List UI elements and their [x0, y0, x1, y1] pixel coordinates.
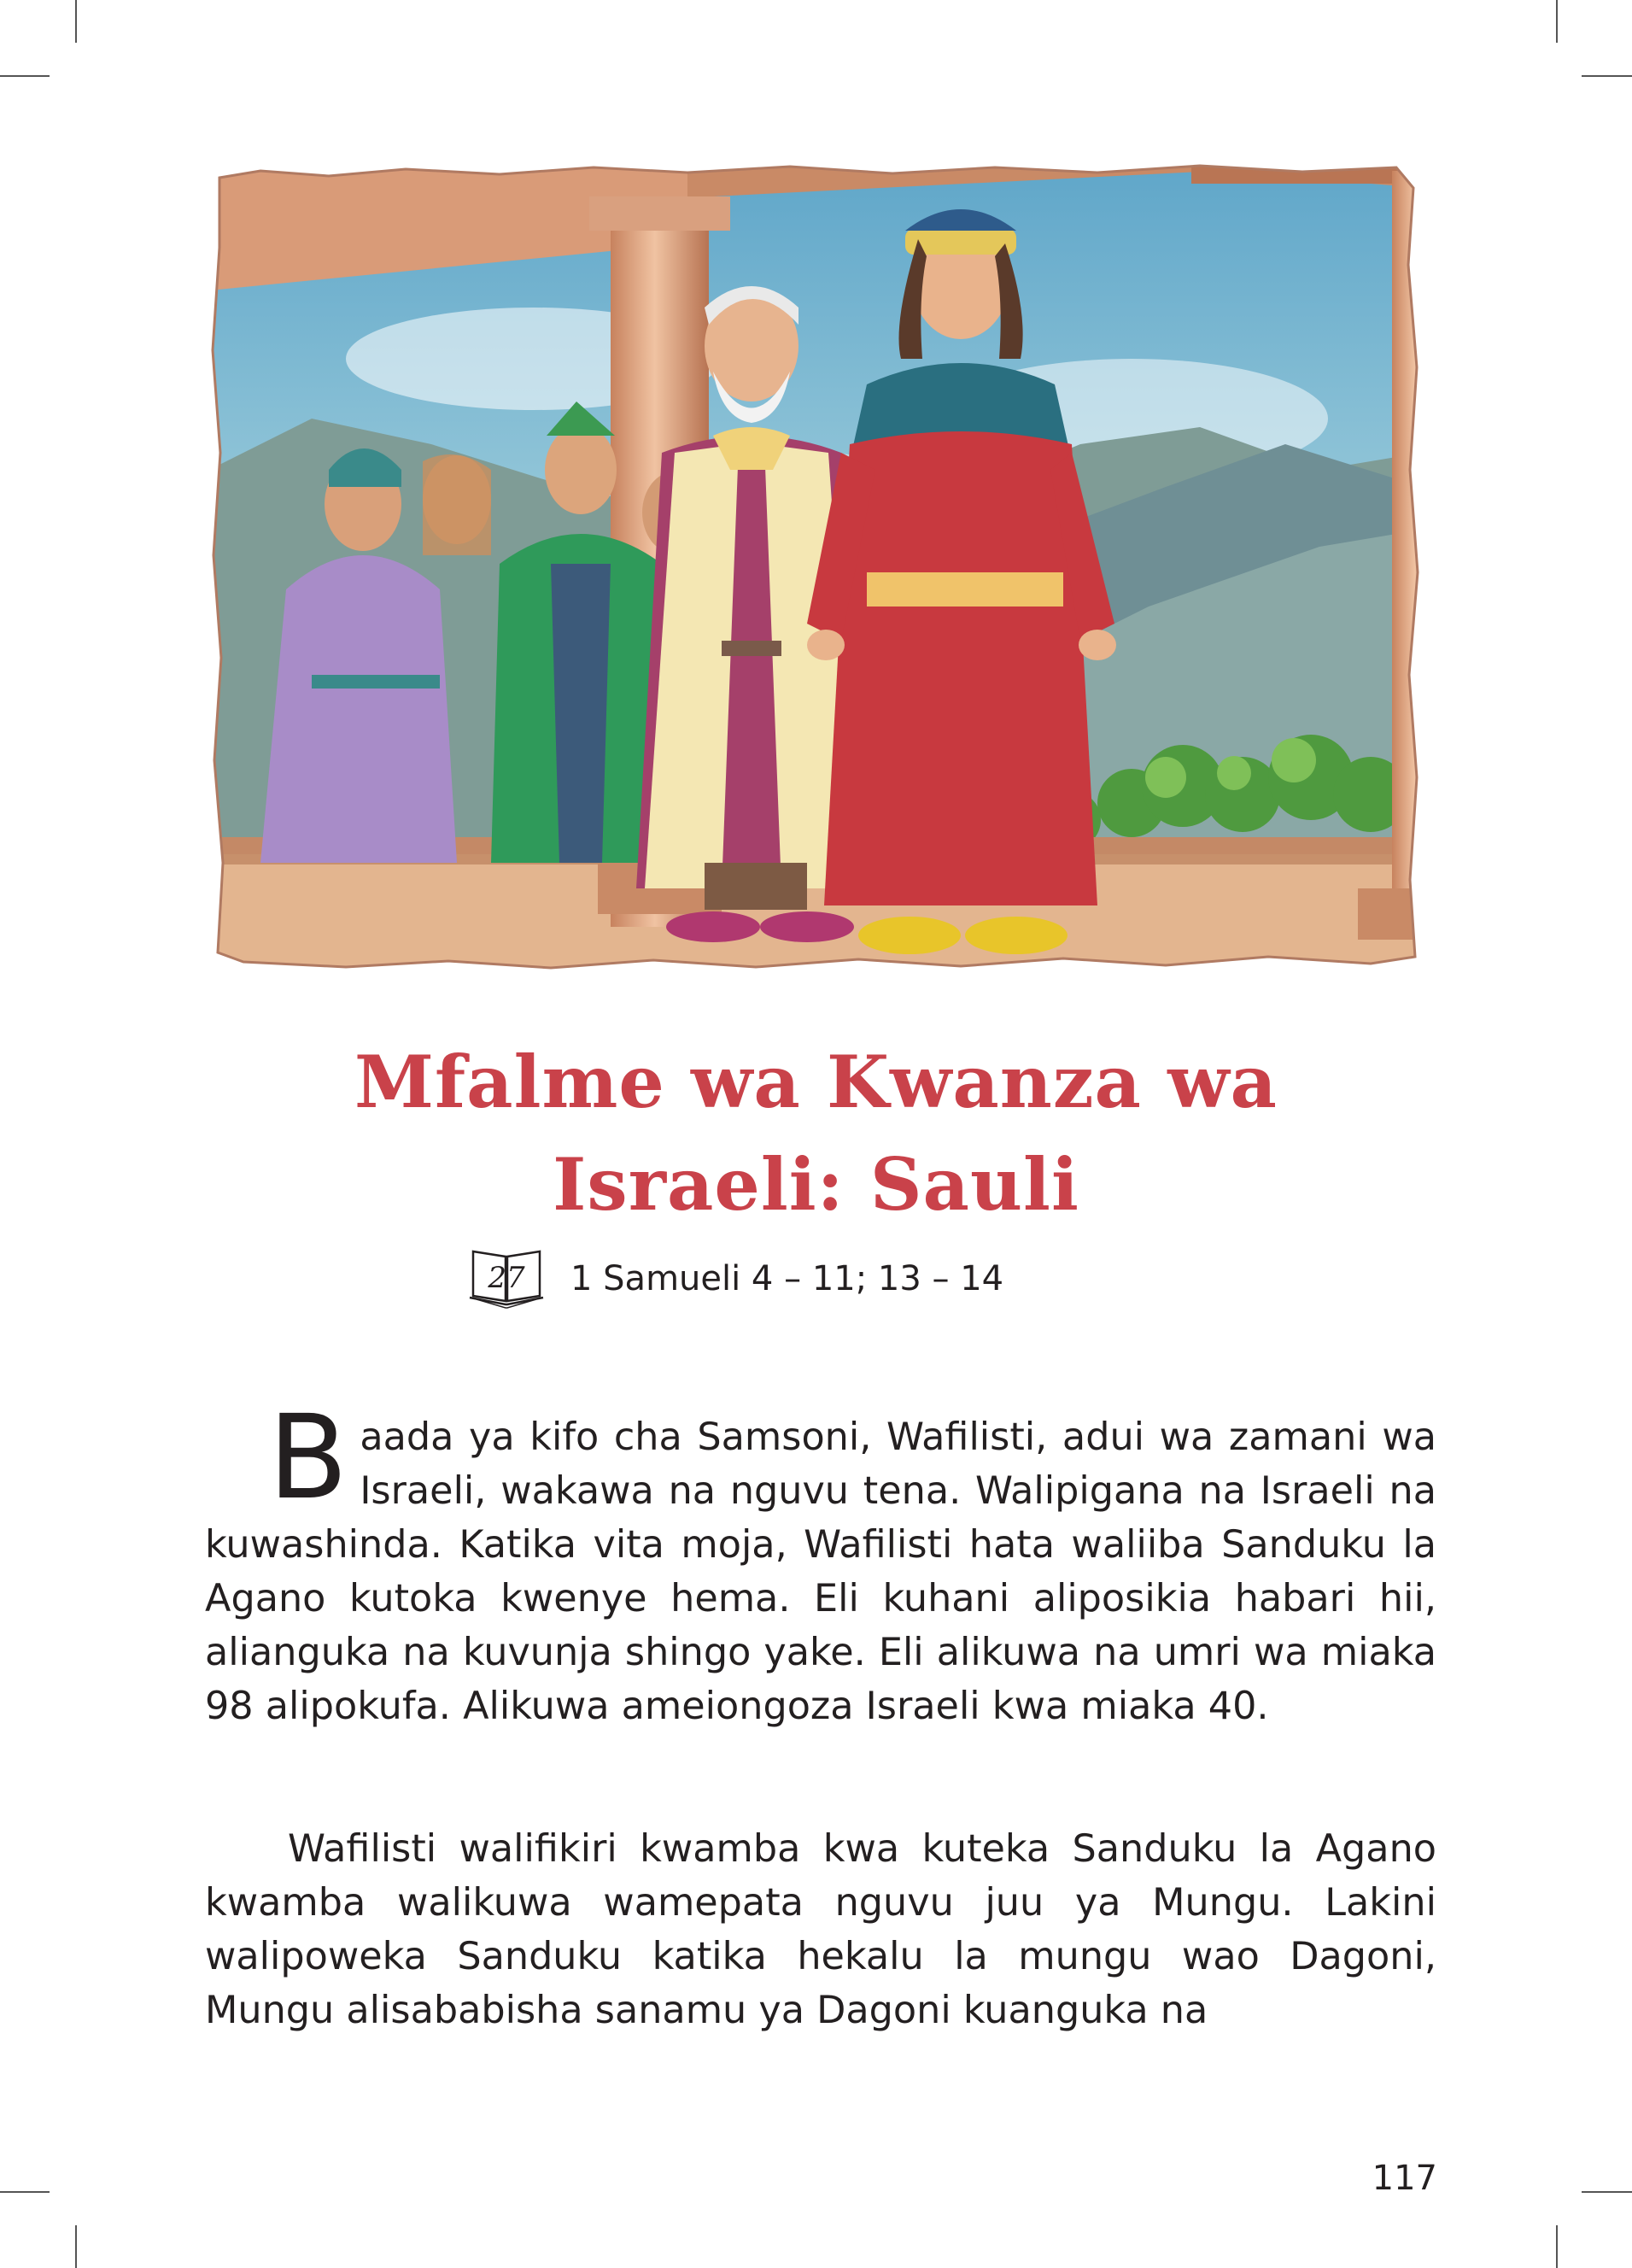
- story-number: 27: [488, 1261, 525, 1295]
- page-number: 117: [1372, 2159, 1437, 2198]
- paragraph-1: [205, 1391, 1436, 1733]
- scripture-reference: 1 Samueli 4 – 11; 13 – 14: [570, 1259, 1004, 1298]
- story-title-line-1: Mfalme wa Kwanza wa: [354, 1040, 1278, 1124]
- drop-cap: B: [268, 1391, 348, 1526]
- crop-mark-bottom-right-h: [1582, 2191, 1632, 2193]
- open-book-icon: [468, 1245, 545, 1313]
- crop-mark-top-right-h: [1582, 75, 1632, 77]
- story-title-line-2: Israeli: Sauli: [553, 1142, 1079, 1227]
- crop-mark-bottom-right-v: [1556, 2225, 1558, 2268]
- paragraph-1-text: aada ya kifo cha Samsoni, Wafilisti, adui wa zamani wa Israeli, wakawa na nguvu tena. Walipigana na Israeli na kuwashinda. Katika vita moja, Wafilisti hata waliiba Sanduku la Agano kutoka kwenye hema. Eli kuhani aliposikia habari hii, alianguka na kuvunja shingo yake. Eli alikuwa na umri wa miaka 98 alipokufa. Alikuwa ameiongoza Israeli kwa miaka 40.: [205, 1415, 1436, 1728]
- crop-mark-bottom-left-h: [0, 2191, 50, 2193]
- paragraph-2: Wafilisti walifikiri kwamba kwa kuteka Sanduku la Agano kwamba walikuwa wamepata nguvu juu ya Mungu. Lakini walipoweka Sanduku katika hekalu la mungu wao Dagoni, Mungu alisababisha sanamu ya Dagoni kuanguka na: [205, 1827, 1436, 2032]
- story-illustration: [209, 162, 1422, 970]
- crop-mark-bottom-left-v: [75, 2225, 77, 2268]
- crop-mark-top-right-v: [1556, 0, 1558, 43]
- scripture-reference-row: [468, 1240, 1003, 1317]
- crop-mark-top-left-v: [75, 0, 77, 43]
- crop-mark-top-left-h: [0, 75, 50, 77]
